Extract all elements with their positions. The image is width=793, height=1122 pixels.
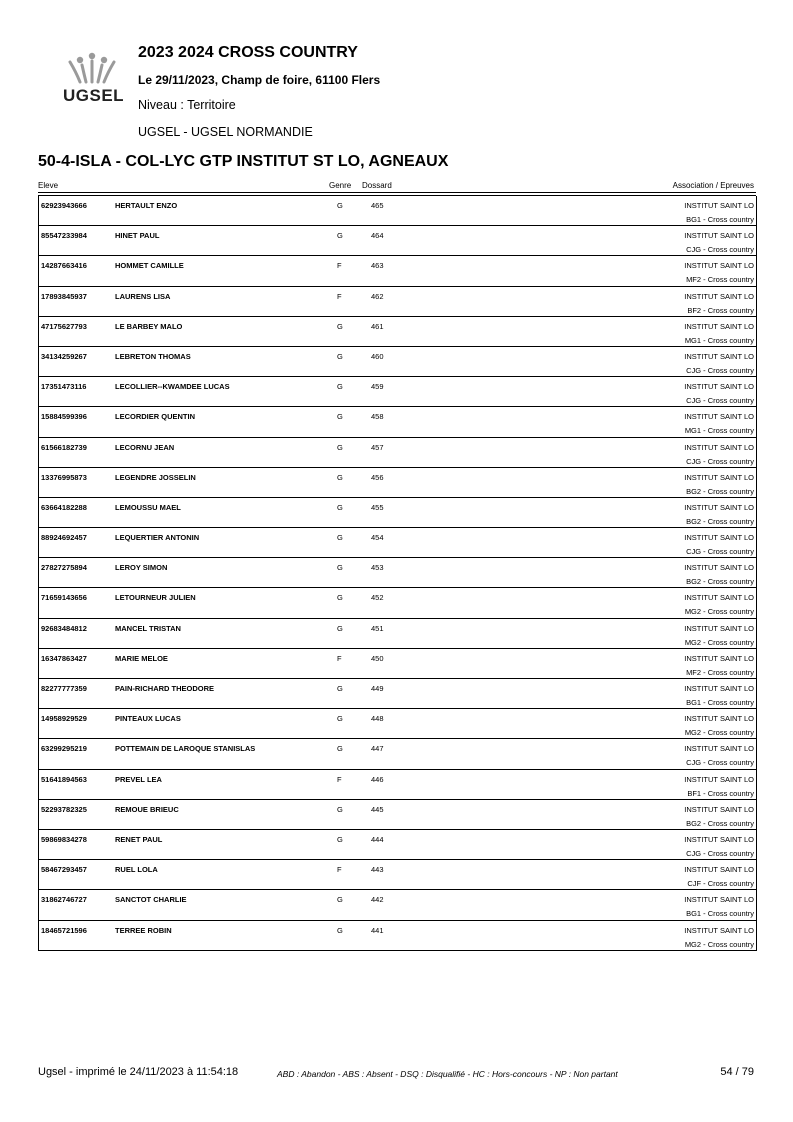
athlete-id: 15884599396 xyxy=(41,412,87,422)
athlete-name: MANCEL TRISTAN xyxy=(115,623,181,633)
table-row xyxy=(39,649,756,679)
athlete-id: 16347863427 xyxy=(41,653,87,663)
athlete-id: 92683484812 xyxy=(41,623,87,633)
bib-number: 464 xyxy=(371,231,384,241)
association-name: INSTITUT SAINT LO xyxy=(684,684,754,693)
association-name: INSTITUT SAINT LO xyxy=(684,623,754,633)
association-name: INSTITUT SAINT LO xyxy=(684,291,754,301)
athlete-id: 14287663416 xyxy=(41,261,87,271)
athlete-id: 62923943666 xyxy=(41,201,87,210)
event-name: CJG - Cross country xyxy=(686,547,754,557)
event-name: MG2 - Cross country xyxy=(684,728,754,738)
logo-text: UGSEL xyxy=(63,86,125,105)
athlete-sex: G xyxy=(337,533,343,543)
bib-number: 441 xyxy=(371,925,384,935)
table-row xyxy=(39,226,756,256)
bib-number: 463 xyxy=(371,261,384,271)
athlete-name: RUEL LOLA xyxy=(115,865,158,875)
column-header-genre: Genre xyxy=(329,181,352,190)
association-name: INSTITUT SAINT LO xyxy=(684,321,754,331)
athlete-name: LAURENS LISA xyxy=(115,291,171,301)
event-name: CJG - Cross country xyxy=(686,758,754,768)
table-row xyxy=(39,860,756,890)
athlete-sex: G xyxy=(337,895,343,905)
athlete-id: 18465721596 xyxy=(41,925,87,935)
print-timestamp: Ugsel - imprimé le 24/11/2023 à 11:54:18 xyxy=(38,1066,239,1078)
athlete-name: LEROY SIMON xyxy=(115,563,168,573)
event-name: BG2 - Cross country xyxy=(686,516,754,526)
bib-number: 460 xyxy=(371,351,384,361)
athlete-id: 51641894563 xyxy=(41,774,87,784)
table-row xyxy=(39,377,756,407)
event-name: BG2 - Cross country xyxy=(686,818,754,828)
association-name: INSTITUT SAINT LO xyxy=(684,774,754,784)
association-name: INSTITUT SAINT LO xyxy=(684,412,754,422)
athlete-id: 17351473116 xyxy=(41,382,87,392)
event-name: CJG - Cross country xyxy=(686,396,754,406)
athlete-name: TERREE ROBIN xyxy=(115,925,172,935)
athlete-id: 14958929529 xyxy=(41,714,87,724)
athlete-name: LEMOUSSU MAEL xyxy=(115,502,181,512)
event-name: BG1 - Cross country xyxy=(686,698,754,707)
athlete-sex: F xyxy=(337,865,342,875)
athlete-id: 47175627793 xyxy=(41,321,87,331)
athlete-id: 31862746727 xyxy=(41,895,87,905)
athlete-sex: G xyxy=(337,412,343,422)
bib-number: 446 xyxy=(371,774,384,784)
association-name: INSTITUT SAINT LO xyxy=(684,382,754,392)
event-name: MG1 - Cross country xyxy=(684,335,754,345)
table-row xyxy=(39,407,756,437)
table-row xyxy=(39,317,756,347)
table-row xyxy=(39,256,756,286)
association-name: INSTITUT SAINT LO xyxy=(684,804,754,814)
event-name: MF2 - Cross country xyxy=(686,667,754,677)
association-name: INSTITUT SAINT LO xyxy=(684,895,754,905)
bib-number: 459 xyxy=(371,382,384,392)
column-header-dossard: Dossard xyxy=(362,181,392,190)
event-name: CJF - Cross country xyxy=(687,879,754,889)
athlete-name: MARIE MELOE xyxy=(115,653,168,663)
athlete-id: 61566182739 xyxy=(41,442,87,452)
association-name: INSTITUT SAINT LO xyxy=(684,925,754,935)
bib-number: 449 xyxy=(371,684,384,693)
event-name: BG2 - Cross country xyxy=(686,486,754,496)
athlete-sex: G xyxy=(337,351,343,361)
bib-number: 450 xyxy=(371,653,384,663)
athlete-id: 27827275894 xyxy=(41,563,87,573)
athlete-id: 63299295219 xyxy=(41,744,87,754)
athlete-name: LEBRETON THOMAS xyxy=(115,351,191,361)
table-row xyxy=(39,528,756,558)
table-row xyxy=(39,287,756,317)
athlete-sex: F xyxy=(337,774,342,784)
event-name: MG1 - Cross country xyxy=(684,426,754,436)
athlete-sex: G xyxy=(337,201,343,210)
event-name: CJG - Cross country xyxy=(686,365,754,375)
athlete-name: HERTAULT ENZO xyxy=(115,201,178,210)
bib-number: 453 xyxy=(371,563,384,573)
athlete-sex: G xyxy=(337,502,343,512)
bib-number: 462 xyxy=(371,291,384,301)
bib-number: 456 xyxy=(371,472,384,482)
association-name: INSTITUT SAINT LO xyxy=(684,744,754,754)
bib-number: 443 xyxy=(371,865,384,875)
athlete-name: LECORDIER QUENTIN xyxy=(115,412,196,422)
table-row xyxy=(39,619,756,649)
athlete-sex: F xyxy=(337,653,342,663)
association-name: INSTITUT SAINT LO xyxy=(684,442,754,452)
athlete-id: 59869834278 xyxy=(41,834,87,844)
athlete-name: LEGENDRE JOSSELIN xyxy=(115,472,196,482)
bib-number: 454 xyxy=(371,533,384,543)
association-name: INSTITUT SAINT LO xyxy=(684,201,754,210)
table-row xyxy=(39,709,756,739)
entries-table xyxy=(38,196,757,951)
table-row xyxy=(39,498,756,528)
athlete-name: RENET PAUL xyxy=(115,834,163,844)
association-name: INSTITUT SAINT LO xyxy=(684,533,754,543)
bib-number: 457 xyxy=(371,442,384,452)
association-name: INSTITUT SAINT LO xyxy=(684,865,754,875)
table-row xyxy=(39,196,756,226)
table-row xyxy=(39,679,756,709)
page-number: 54 / 79 xyxy=(720,1066,754,1078)
athlete-name: LECOLLIER--KWAMDEE LUCAS xyxy=(115,382,230,392)
event-name: MG2 - Cross country xyxy=(684,637,754,647)
association-name: INSTITUT SAINT LO xyxy=(684,261,754,271)
association-name: INSTITUT SAINT LO xyxy=(684,563,754,573)
table-row xyxy=(39,921,756,950)
bib-number: 445 xyxy=(371,804,384,814)
athlete-name: LECORNU JEAN xyxy=(115,442,175,452)
athlete-name: REMOUE BRIEUC xyxy=(115,804,179,814)
athlete-sex: G xyxy=(337,714,343,724)
column-header-association: Association / Epreuves xyxy=(672,181,754,190)
bib-number: 461 xyxy=(371,321,384,331)
association-name: INSTITUT SAINT LO xyxy=(684,502,754,512)
event-name: BG1 - Cross country xyxy=(686,215,754,224)
athlete-id: 63664182288 xyxy=(41,502,87,512)
column-header-eleve: Eleve xyxy=(38,181,59,190)
table-row xyxy=(39,468,756,498)
athlete-sex: G xyxy=(337,925,343,935)
association-name: INSTITUT SAINT LO xyxy=(684,593,754,603)
athlete-name: HOMMET CAMILLE xyxy=(115,261,184,271)
athlete-name: PREVEL LEA xyxy=(115,774,162,784)
event-name: BG2 - Cross country xyxy=(686,577,754,587)
athlete-sex: G xyxy=(337,834,343,844)
table-row xyxy=(39,558,756,588)
bib-number: 455 xyxy=(371,502,384,512)
athlete-sex: G xyxy=(337,321,343,331)
athlete-name: LEQUERTIER ANTONIN xyxy=(115,533,200,543)
athlete-sex: G xyxy=(337,231,343,241)
table-row xyxy=(39,588,756,618)
athlete-name: HINET PAUL xyxy=(115,231,160,241)
bib-number: 444 xyxy=(371,834,384,844)
athlete-id: 13376995873 xyxy=(41,472,87,482)
athlete-sex: G xyxy=(337,623,343,633)
athlete-id: 71659143656 xyxy=(41,593,87,603)
header-divider xyxy=(38,192,756,193)
bib-number: 448 xyxy=(371,714,384,724)
event-name: CJG - Cross country xyxy=(686,456,754,466)
table-row xyxy=(39,890,756,920)
table-row xyxy=(39,770,756,800)
association-name: INSTITUT SAINT LO xyxy=(684,653,754,663)
event-name: MF2 - Cross country xyxy=(686,275,754,285)
table-row xyxy=(39,830,756,860)
athlete-id: 85547233984 xyxy=(41,231,87,241)
table-row xyxy=(39,438,756,468)
athlete-name: LETOURNEUR JULIEN xyxy=(115,593,196,603)
association-name: INSTITUT SAINT LO xyxy=(684,714,754,724)
athlete-sex: G xyxy=(337,472,343,482)
association-name: INSTITUT SAINT LO xyxy=(684,472,754,482)
association-name: INSTITUT SAINT LO xyxy=(684,834,754,844)
legend-text: ABD : Abandon - ABS : Absent - DSQ : Disqualifié - HC : Hors-concours - NP : Non partant xyxy=(277,1069,618,1079)
athlete-sex: G xyxy=(337,563,343,573)
table-row xyxy=(39,739,756,769)
athlete-id: 88924692457 xyxy=(41,533,87,543)
event-name: BF1 - Cross country xyxy=(687,788,754,798)
club-title: 50-4-ISLA - COL-LYC GTP INSTITUT ST LO, AGNEAUX xyxy=(38,153,449,170)
bib-number: 447 xyxy=(371,744,384,754)
page-title: 2023 2024 CROSS COUNTRY xyxy=(138,44,358,61)
bib-number: 465 xyxy=(371,201,384,210)
event-name: BG1 - Cross country xyxy=(686,909,754,919)
association-name: INSTITUT SAINT LO xyxy=(684,351,754,361)
table-row xyxy=(39,800,756,830)
event-level: Niveau : Territoire xyxy=(138,98,236,112)
athlete-sex: G xyxy=(337,684,343,693)
association-name: INSTITUT SAINT LO xyxy=(684,231,754,241)
event-name: CJG - Cross country xyxy=(686,245,754,255)
athlete-sex: G xyxy=(337,382,343,392)
bib-number: 452 xyxy=(371,593,384,603)
event-name: MG2 - Cross country xyxy=(684,607,754,617)
athlete-id: 34134259267 xyxy=(41,351,87,361)
athlete-id: 52293782325 xyxy=(41,804,87,814)
athlete-id: 82277777359 xyxy=(41,684,87,693)
athlete-sex: G xyxy=(337,593,343,603)
event-date-place: Le 29/11/2023, Champ de foire, 61100 Flers xyxy=(138,73,381,87)
event-name: CJG - Cross country xyxy=(686,848,754,858)
event-name: BF2 - Cross country xyxy=(687,305,754,315)
athlete-sex: F xyxy=(337,261,342,271)
athlete-id: 17893845937 xyxy=(41,291,87,301)
athlete-name: PAIN-RICHARD THEODORE xyxy=(115,684,215,693)
athlete-id: 58467293457 xyxy=(41,865,87,875)
bib-number: 451 xyxy=(371,623,384,633)
athlete-name: SANCTOT CHARLIE xyxy=(115,895,187,905)
bib-number: 458 xyxy=(371,412,384,422)
athlete-sex: G xyxy=(337,744,343,754)
athlete-name: LE BARBEY MALO xyxy=(115,321,183,331)
athlete-sex: F xyxy=(337,291,342,301)
table-row xyxy=(39,347,756,377)
organization: UGSEL - UGSEL NORMANDIE xyxy=(138,125,313,139)
athlete-sex: G xyxy=(337,442,343,452)
athlete-name: POTTEMAIN DE LAROQUE STANISLAS xyxy=(115,744,256,754)
athlete-sex: G xyxy=(337,804,343,814)
bib-number: 442 xyxy=(371,895,384,905)
athlete-name: PINTEAUX LUCAS xyxy=(115,714,181,724)
event-name: MG2 - Cross country xyxy=(684,939,754,949)
